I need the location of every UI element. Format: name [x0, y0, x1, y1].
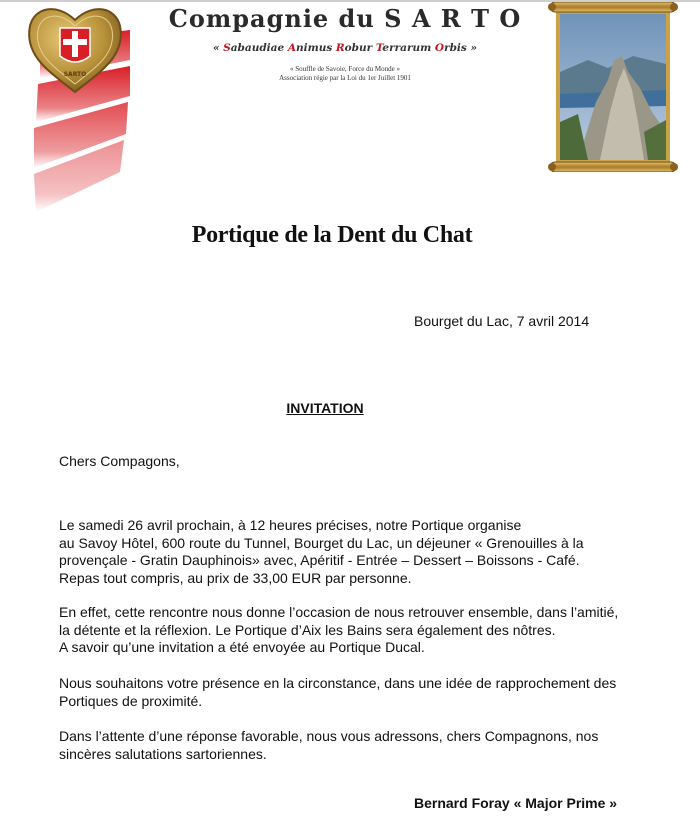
letter-date: Bourget du Lac, 7 avril 2014	[414, 313, 590, 329]
paragraph-closing	[59, 728, 598, 763]
salutation: Chers Compagons,	[59, 453, 180, 469]
sarto-heart-emblem	[0, 0, 150, 230]
signature: Bernard Foray « Major Prime »	[414, 795, 618, 811]
paragraph-line: Dans l’attente d’une réponse favorable, nous vous adressons, chers Compagnons, nos	[59, 728, 599, 744]
dent-du-chat-picture	[548, 2, 678, 172]
emblem-label: SARTO	[63, 71, 87, 78]
paragraph-line: Nous souhaitons votre présence en la circonstance, dans une idée de rapprochement des	[59, 675, 617, 691]
paragraph-event-details	[59, 517, 584, 588]
paragraph-line: A savoir qu’une invitation a été envoyée au Portique Ducal.	[59, 639, 425, 656]
organization-subline-law: Association régie par la Loi du 1er Juillet 1901	[279, 74, 411, 82]
paragraph-line: En effet, cette rencontre nous donne l’occasion de nous retrouver ensemble, dans l’amitié,	[59, 604, 619, 620]
paragraph-presence	[59, 675, 616, 710]
paragraph-line: sincères salutations sartoriennes.	[59, 745, 267, 762]
paragraph-line: provençale - Gratin Dauphinois» avec, Apéritif - Entrée – Dessert – Boissons - Café.	[59, 552, 580, 569]
invitation-heading: INVITATION	[286, 400, 364, 416]
paragraph-line: Portiques de proximité.	[59, 692, 203, 709]
organization-motto: « Sabaudiae Animus Robur Terrarum Orbis »	[212, 42, 478, 54]
paragraph-line: Le samedi 26 avril prochain, à 12 heures précises, notre Portique organise	[59, 517, 522, 533]
organization-title: Compagnie du S A R T O	[168, 4, 522, 33]
paragraph-meeting	[59, 604, 618, 657]
organization-subline-motto: « Souffle de Savoie, Force du Monde »	[290, 65, 400, 73]
paragraph-line: au Savoy Hôtel, 600 route du Tunnel, Bourget du Lac, un déjeuner « Grenouilles à la	[59, 534, 584, 551]
document-title: Portique de la Dent du Chat	[191, 222, 473, 248]
paragraph-line: la détente et la réflexion. Le Portique d’Aix les Bains sera également des nôtres.	[59, 621, 556, 638]
paragraph-line: Repas tout compris, au prix de 33,00 EUR par personne.	[59, 570, 412, 587]
